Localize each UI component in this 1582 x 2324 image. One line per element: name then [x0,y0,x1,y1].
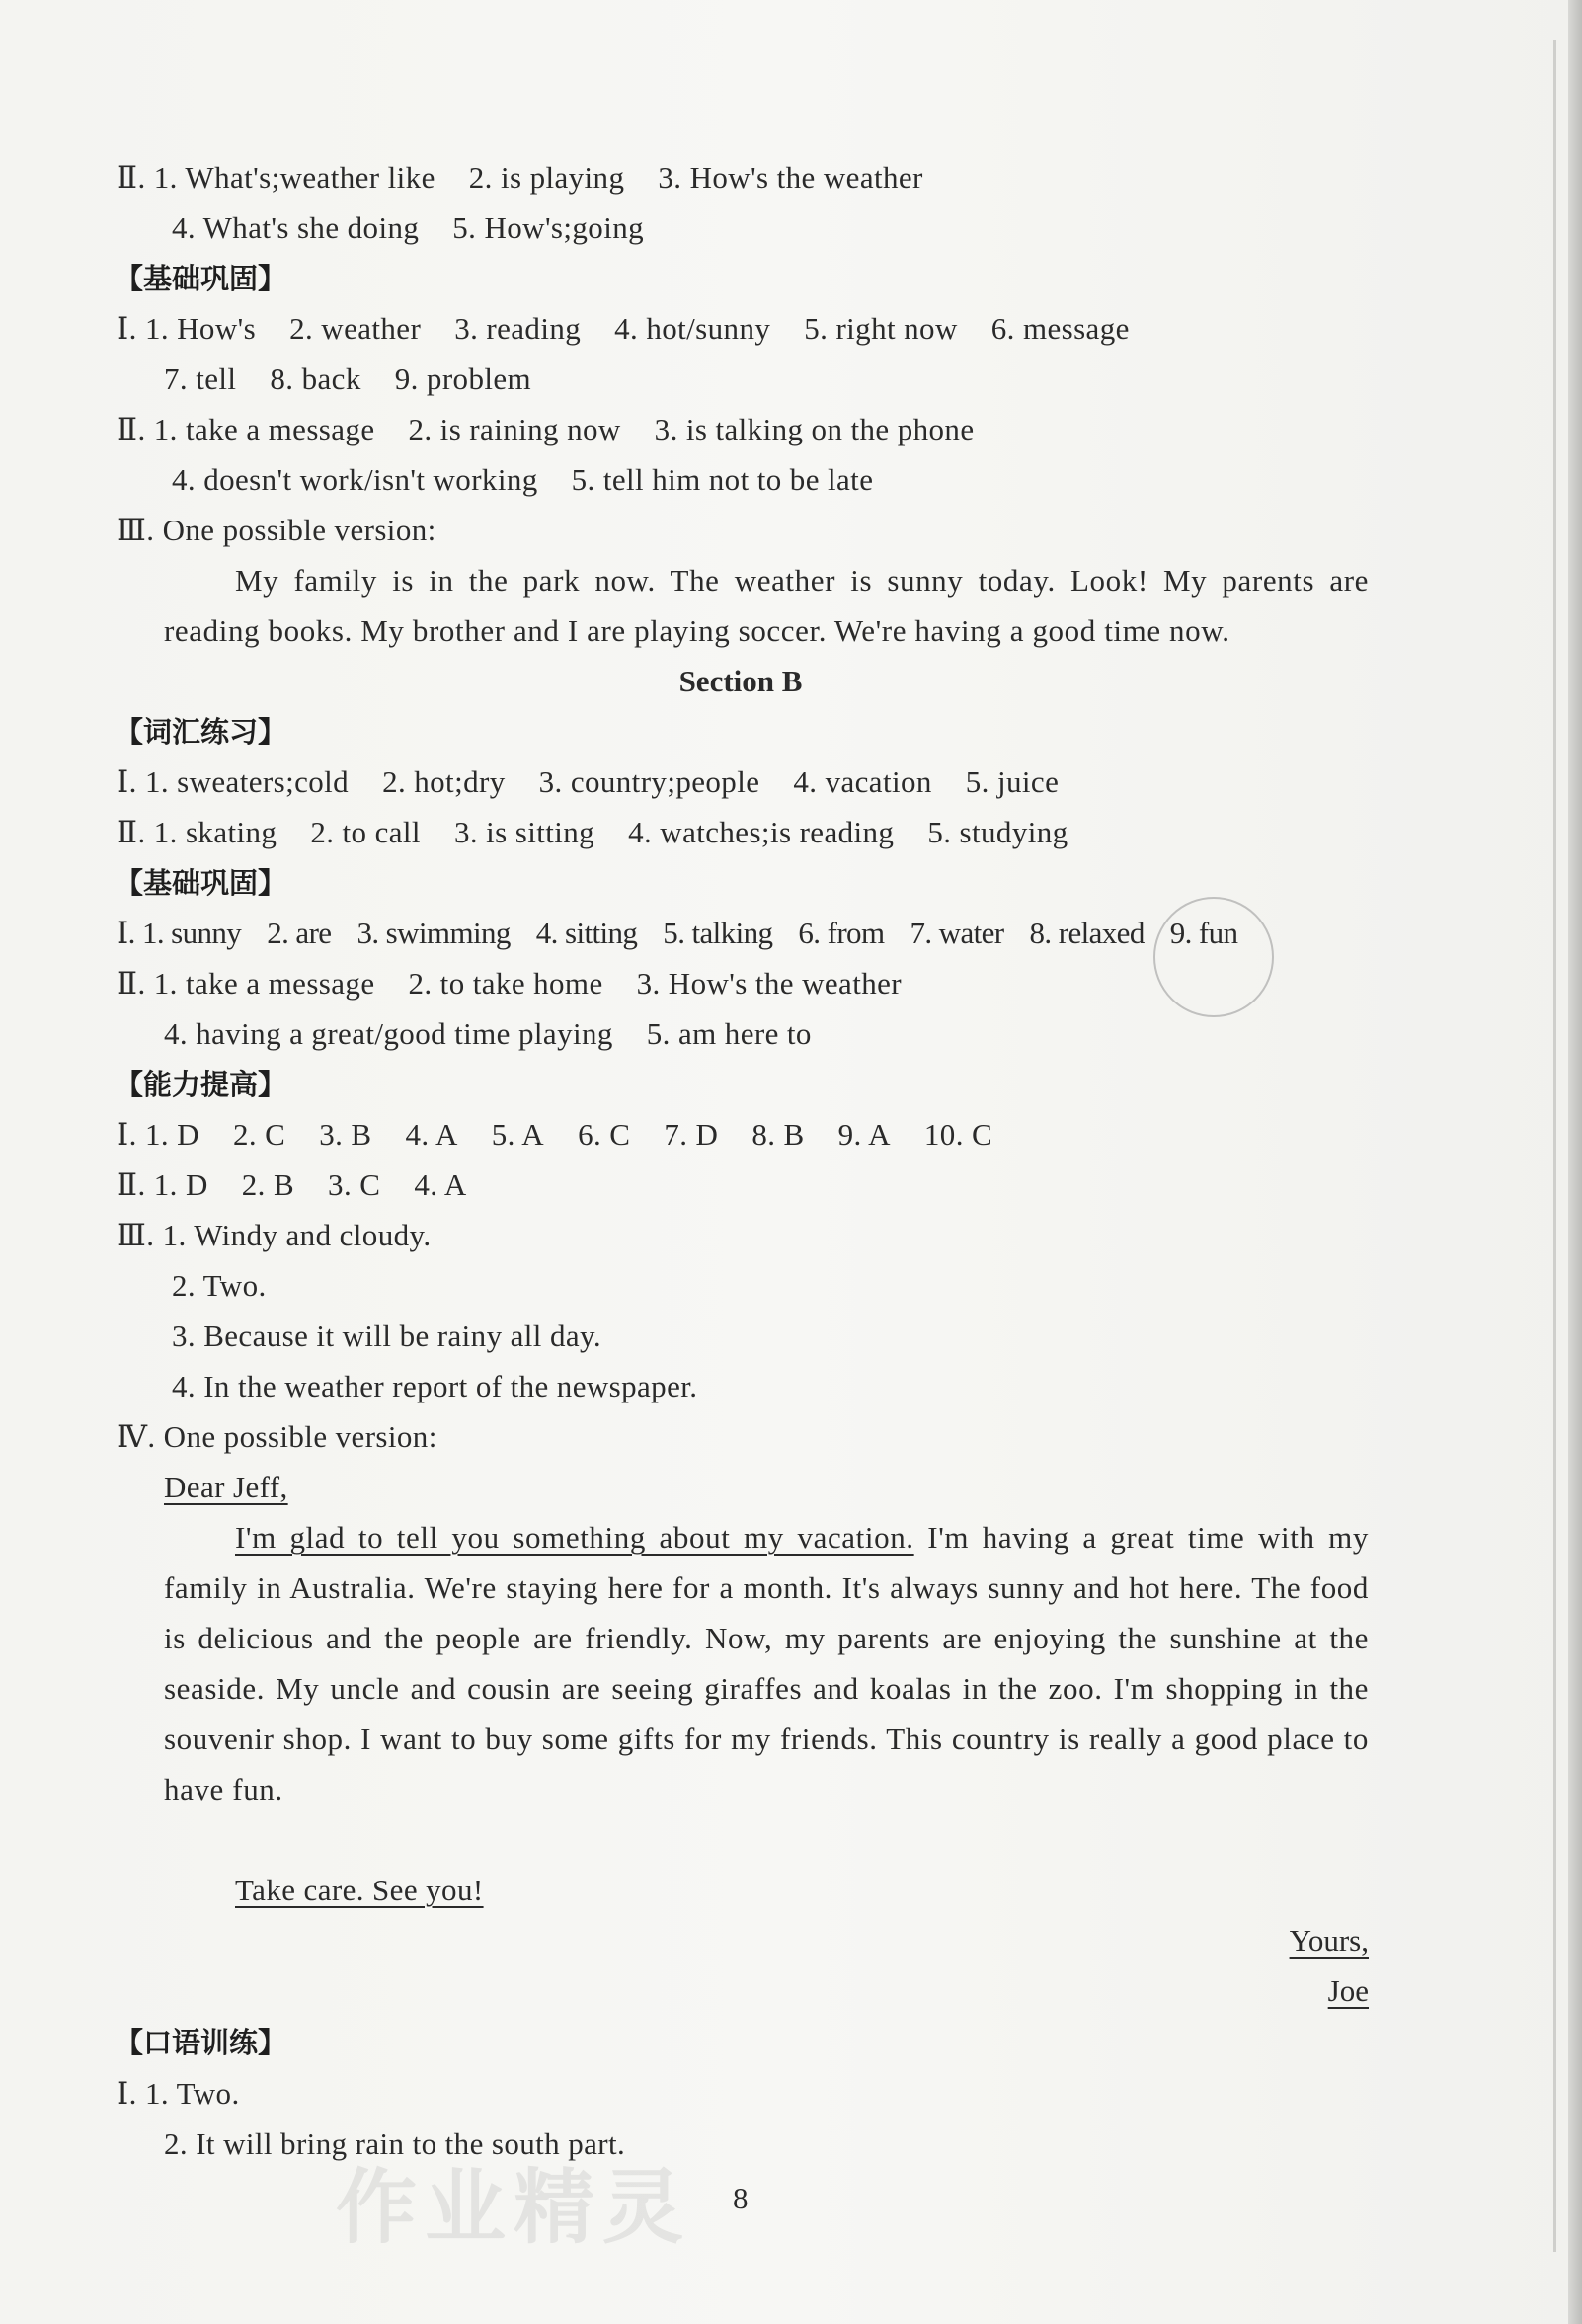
sample-paragraph: My family is in the park now. The weather is sunny today. Look! My parents are reading books. My brother and I are playing soccer. We're having a good time now. [164,563,1369,648]
section-heading: 【能力提高】 [115,1068,287,1101]
watermark: 作业精灵 [336,2161,692,2255]
answer-line: Ⅳ. One possible version: [117,1419,437,1454]
answer-item: Ⅱ. 1. D [117,1167,208,1202]
answer-item: 7. D [664,1117,719,1152]
letter-first-sentence: I'm glad to tell you something about my vacation. [235,1520,914,1555]
answer-item: 2. is playing [468,160,625,195]
answer-line [117,1165,467,1205]
answer-item: Ⅰ. 1. D [117,1117,199,1152]
answer-item: 5. am here to [646,1016,812,1051]
answer-line: 2. It will bring rain to the south part. [164,2126,626,2161]
answer-item: 8. B [751,1117,805,1152]
answer-item: 4. vacation [793,764,932,799]
answer-item: 6. C [578,1117,631,1152]
answer-item: 5. tell him not to be late [571,462,874,497]
answer-item: 4. sitting [535,916,638,950]
answer-item: Ⅱ. 1. take a message [117,412,375,446]
answer-item: 10. C [923,1117,993,1152]
section-heading: 【口语训练】 [115,2026,287,2059]
answer-item: 2. weather [289,311,422,346]
stamp-seal [1153,897,1274,1017]
answer-item: 2. are [267,916,332,950]
answer-line: 3. Because it will be rainy all day. [172,1319,602,1353]
answer-line [164,360,531,399]
section-heading: 【基础巩固】 [115,262,287,295]
answer-item: 4. doesn't work/isn't working [172,462,538,497]
answer-line: Ⅰ. 1. Two. [117,2076,240,2111]
answer-item: 2. to take home [408,966,603,1001]
answer-item: Ⅰ. 1. sweaters;cold [117,764,350,799]
answer-item: 3. How's the weather [636,966,903,1001]
answer-item: 4. having a great/good time playing [164,1016,613,1051]
letter-greeting: Dear Jeff, [164,1470,288,1504]
answer-item: 5. talking [663,916,773,950]
answer-item: 3. How's the weather [658,160,923,195]
answer-line [117,158,923,198]
answer-item: Ⅱ. 1. take a message [117,966,375,1001]
page-edge-shadow [1568,0,1582,2324]
page-number: 8 [733,2181,749,2215]
answer-item: 7. tell [164,361,237,396]
answer-item: 3. reading [454,311,582,346]
answer-item: 5. A [491,1117,545,1152]
section-heading: 【基础巩固】 [115,866,287,900]
answer-item: 4. A [414,1167,467,1202]
answer-item: 2. to call [310,815,421,849]
answer-item: 2. C [232,1117,286,1152]
answer-line [117,1115,992,1155]
answer-item: 2. is raining now [408,412,621,446]
answer-item: 5. right now [804,311,958,346]
answer-line [117,410,974,449]
answer-line: Ⅲ. One possible version: [117,513,436,547]
answer-line [117,762,1059,802]
answer-item: 4. watches;is reading [628,815,895,849]
answer-item: 2. hot;dry [382,764,506,799]
answer-item: 8. relaxed [1029,916,1145,950]
answer-line [117,964,902,1003]
answer-item: 5. How's;going [452,210,645,245]
answer-line [117,309,1130,349]
answer-item: 5. juice [965,764,1060,799]
answer-item: 9. A [837,1117,891,1152]
answer-item: 2. B [241,1167,295,1202]
answer-item: Ⅰ. 1. How's [117,311,257,346]
answer-item: 4. What's she doing [172,210,420,245]
answer-item: Ⅱ. 1. What's;weather like [117,160,435,195]
letter-body [164,1512,1369,1814]
answer-item: Ⅰ. 1. sunny [117,916,242,950]
letter-signature: Joe [1327,1973,1369,2008]
answer-item: 3. swimming [356,916,511,950]
answer-item: 9. problem [394,361,532,396]
answer-line: 4. In the weather report of the newspaper. [172,1369,698,1403]
answer-item: 4. hot/sunny [614,311,771,346]
letter-closing: Take care. See you! [235,1873,484,1907]
answer-item: 8. back [270,361,361,396]
answer-line: 2. Two. [172,1268,267,1303]
page-edge-line [1553,40,1556,2252]
answer-item: 5. studying [927,815,1068,849]
answer-line [164,1014,812,1054]
answer-item: 3. is talking on the phone [654,412,975,446]
answer-item: 6. message [990,311,1130,346]
answer-line [172,460,873,500]
answer-item: 3. country;people [538,764,760,799]
letter-rest: I'm having a great time with my family in Australia. We're staying here for a month. It's always sunny and hot here. The food is delicious and the people are friendly. Now, my parents are enjoying the sunshine at the seaside. My uncle and cousin are seeing giraffes and koalas in the zoo. I'm shopping in the souvenir shop. I want to buy some gifts for my friends. This country is really a good place to have fun. [164,1520,1369,1806]
answer-item: 9. fun [1169,916,1238,950]
answer-line [117,813,1068,852]
letter-signoff: Yours, [1289,1923,1369,1958]
answer-item: 6. from [798,916,885,950]
answer-item: 4. A [405,1117,458,1152]
answer-line [172,208,644,248]
answer-line [117,914,1237,953]
answer-item: 3. B [319,1117,372,1152]
section-title: Section B [678,664,803,698]
answer-item: Ⅱ. 1. skating [117,815,277,849]
answer-line: Ⅲ. 1. Windy and cloudy. [117,1218,432,1252]
answer-item: 3. is sitting [453,815,595,849]
answer-item: 7. water [910,916,1004,950]
answer-item: 3. C [328,1167,381,1202]
section-heading: 【词汇练习】 [115,715,287,749]
